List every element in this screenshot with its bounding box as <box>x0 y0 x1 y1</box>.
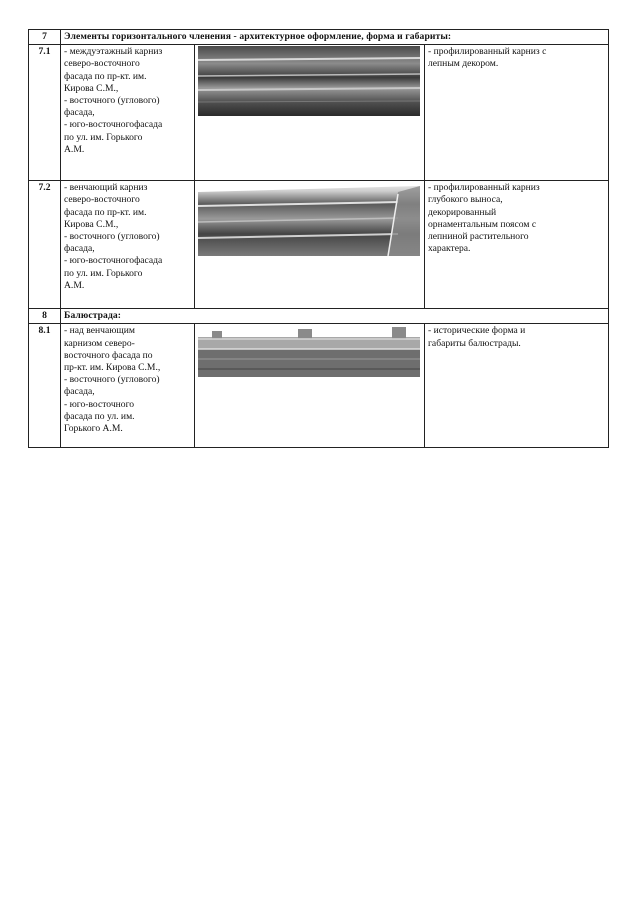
description-line: лепным декором. <box>428 58 499 70</box>
element-line: северо-восточного <box>64 194 140 206</box>
photo-cell <box>195 181 425 309</box>
element-line: - восточного (углового) <box>64 231 160 243</box>
element-cell <box>61 45 195 181</box>
element-line: фасада по пр-кт. им. <box>64 206 147 218</box>
element-line: - восточного (углового) <box>64 95 160 107</box>
item-number: 7.1 <box>29 45 61 181</box>
element-line: по ул. им. Горького <box>64 131 143 143</box>
section-header-row <box>29 309 609 324</box>
description-cell <box>425 45 609 181</box>
element-cell <box>61 324 195 448</box>
table-row <box>29 324 609 448</box>
element-line: Кирова С.М., <box>64 82 119 94</box>
item-number: 8.1 <box>29 324 61 448</box>
element-line: фасада, <box>64 386 95 398</box>
table-row <box>29 45 609 181</box>
description-line: характера. <box>428 243 471 255</box>
description-line: - профилированный карниз <box>428 182 540 194</box>
photo-cell <box>195 45 425 181</box>
element-line: по ул. им. Горького <box>64 267 143 279</box>
crown-cornice-photo <box>198 182 420 256</box>
element-line: карнизом северо- <box>64 337 135 349</box>
element-line: восточного фасада по <box>64 349 153 361</box>
element-line: - над венчающим <box>64 325 135 337</box>
protected-elements-table <box>28 29 609 448</box>
element-line: фасада, <box>64 107 95 119</box>
element-line: - юго-восточногофасада <box>64 255 163 267</box>
description-cell <box>425 181 609 309</box>
item-number: 7.2 <box>29 181 61 309</box>
element-line: фасада по ул. им. <box>64 410 135 422</box>
element-line: пр-кт. им. Кирова С.М., <box>64 362 161 374</box>
description-line: декорированный <box>428 206 497 218</box>
element-line: фасада по пр-кт. им. <box>64 70 147 82</box>
description-line: габариты балюстрады. <box>428 337 521 349</box>
element-line: - междуэтажный карниз <box>64 46 163 58</box>
description-line: - исторические форма и <box>428 325 526 337</box>
section-title: Балюстрада: <box>61 309 609 324</box>
table-row <box>29 181 609 309</box>
element-line: - венчающий карниз <box>64 182 148 194</box>
element-line: Горького А.М. <box>64 423 123 435</box>
element-line: - юго-восточного <box>64 398 135 410</box>
section-number: 8 <box>29 309 61 324</box>
element-line: Кирова С.М., <box>64 218 119 230</box>
section-title: Элементы горизонтального членения - архитектурное оформление, форма и габариты: <box>61 30 609 45</box>
element-cell <box>61 181 195 309</box>
description-line: лепниной растительного <box>428 231 529 243</box>
section-header-row <box>29 30 609 45</box>
balustrade-photo <box>198 325 420 377</box>
description-cell <box>425 324 609 448</box>
element-line: северо-восточного <box>64 58 140 70</box>
description-line: глубокого выноса, <box>428 194 503 206</box>
photo-cell <box>195 324 425 448</box>
description-line: - профилированный карниз с <box>428 46 547 58</box>
element-line: фасада, <box>64 243 95 255</box>
element-line: - восточного (углового) <box>64 374 160 386</box>
cornice-photo <box>198 46 420 116</box>
element-line: А.М. <box>64 143 85 155</box>
section-number: 7 <box>29 30 61 45</box>
description-line: орнаментальным поясом с <box>428 218 537 230</box>
element-line: - юго-восточногофасада <box>64 119 163 131</box>
element-line: А.М. <box>64 279 85 291</box>
